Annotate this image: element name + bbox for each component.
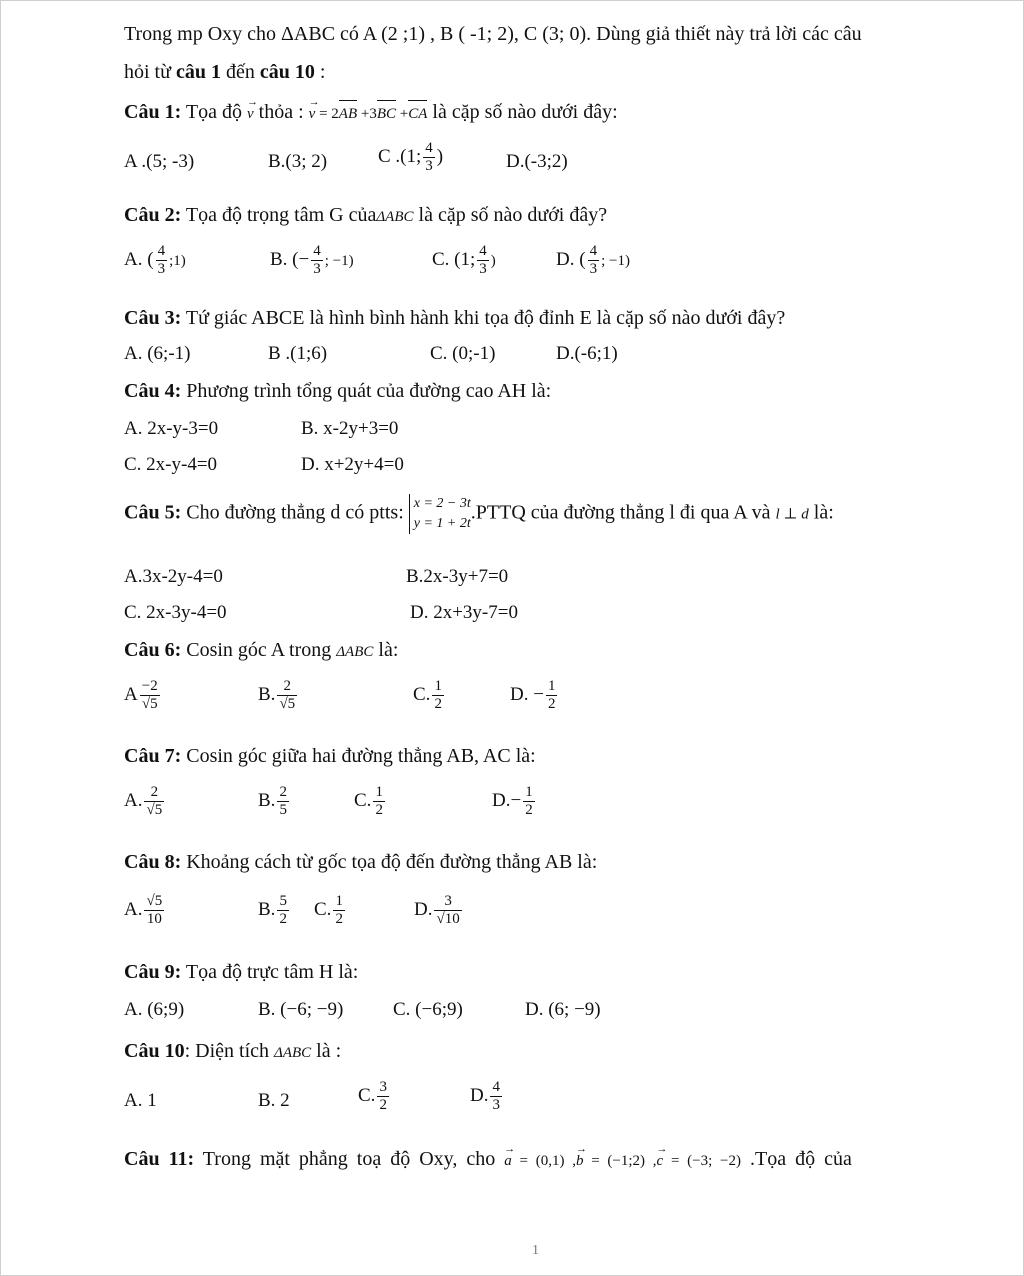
q1-option-d: D.(-3;2) bbox=[506, 151, 568, 172]
q6-option-d: D. − $\frac{1}{2}$ bbox=[510, 678, 556, 712]
q3-option-d: D.(-6;1) bbox=[556, 343, 618, 364]
question-4: Câu 4: Phương trình tổng quát của đường cao AH là: bbox=[124, 380, 552, 402]
q2-option-c: C. (1; $\frac{4}{3}$ ) bbox=[432, 243, 496, 277]
intro-line-2: hỏi từ câu 1 đến câu 10 : bbox=[124, 61, 326, 83]
question-5: Câu 5: Cho đường thẳng d có ptts: x = 2 − 3t y = 1 + 2t .PTTQ của đường thẳng l đi qua A và l ⊥ d là: bbox=[124, 494, 834, 534]
q3-option-a: A. (6;-1) bbox=[124, 343, 191, 364]
q6-option-c: C. $\frac{1}{2}$ bbox=[413, 678, 442, 712]
q3-option-b: B .(1;6) bbox=[268, 343, 328, 364]
q3-option-c: C. (0;-1) bbox=[430, 343, 496, 364]
q4-option-c: C. 2x-y-4=0 bbox=[124, 454, 218, 475]
question-2: Câu 2: Tọa độ trọng tâm G củaΔABC là cặp số nào dưới đây? bbox=[124, 204, 608, 226]
q8-option-c: C. $\frac{1}{2}$ bbox=[314, 893, 343, 927]
q10-option-c: C. $\frac{3}{2}$ bbox=[358, 1079, 387, 1113]
q8-option-a: A. $\frac{√5}{10}$ bbox=[124, 893, 163, 927]
question-7: Câu 7: Cosin góc giữa hai đường thẳng AB, AC là: bbox=[124, 745, 536, 767]
q6-option-b: B. $\frac{2}{√5}$ bbox=[258, 678, 296, 712]
q10-option-a: A. 1 bbox=[124, 1090, 157, 1111]
q2-option-d: D. ( $\frac{4}{3}$ ; −1) bbox=[556, 243, 630, 277]
question-9: Câu 9: Tọa độ trực tâm H là: bbox=[124, 961, 359, 983]
q8-option-b: B. $\frac{5}{2}$ bbox=[258, 893, 287, 927]
q1-option-a: A .(5; -3) bbox=[124, 151, 195, 172]
q5-option-d: D. 2x+3y-7=0 bbox=[410, 602, 518, 623]
q4-option-a: A. 2x-y-3=0 bbox=[124, 418, 219, 439]
q4-option-b: B. x-2y+3=0 bbox=[301, 418, 399, 439]
q7-option-d: D.− $\frac{1}{2}$ bbox=[492, 784, 533, 818]
question-3: Câu 3: Tứ giác ABCE là hình bình hành khi tọa độ đỉnh E là cặp số nào dưới đây? bbox=[124, 307, 786, 329]
q10-option-b: B. 2 bbox=[258, 1090, 290, 1111]
q7-option-b: B. $\frac{2}{5}$ bbox=[258, 784, 287, 818]
question-6: Câu 6: Cosin góc A trong ΔABC là: bbox=[124, 639, 399, 661]
question-8: Câu 8: Khoảng cách từ gốc tọa độ đến đường thẳng AB là: bbox=[124, 851, 598, 873]
q1-option-b: B.(3; 2) bbox=[268, 151, 328, 172]
question-1: Câu 1: Tọa độ → v thỏa : → v = 2AB +3BC +CA là cặp số nào dưới đây: bbox=[124, 100, 618, 126]
q5-option-c: C. 2x-3y-4=0 bbox=[124, 602, 227, 623]
q8-option-d: D. $\frac{3}{√10}$ bbox=[414, 893, 460, 927]
q9-option-b: B. (−6; −9) bbox=[258, 999, 344, 1020]
q5-option-a: A.3x-2y-4=0 bbox=[124, 566, 223, 587]
q4-option-d: D. x+2y+4=0 bbox=[301, 454, 404, 475]
q7-option-a: A. $\frac{2}{√5}$ bbox=[124, 784, 163, 818]
q2-option-b: B. (− $\frac{4}{3}$ ; −1) bbox=[270, 243, 354, 277]
q1-option-c: C .(1; $\frac{4}{3}$ ) bbox=[378, 140, 444, 174]
parametric-system: x = 2 − 3t y = 1 + 2t bbox=[409, 494, 471, 534]
q2-option-a: A. ( $\frac{4}{3}$ ;1) bbox=[124, 243, 186, 277]
q10-option-d: D. $\frac{4}{3}$ bbox=[470, 1079, 500, 1113]
intro-line-1: Trong mp Oxy cho ΔABC có A (2 ;1) , B ( -1; 2), C (3; 0). Dùng giả thiết này trả lời các câu bbox=[124, 23, 862, 45]
q6-option-a: A $\frac{-2}{√5}$ bbox=[124, 678, 158, 712]
q9-option-c: C. (−6;9) bbox=[393, 999, 463, 1020]
q9-option-a: A. (6;9) bbox=[124, 999, 185, 1020]
question-10: Câu 10: Diện tích ΔABC là : bbox=[124, 1040, 342, 1062]
page-number: 1 bbox=[532, 1243, 539, 1258]
q7-option-c: C. $\frac{1}{2}$ bbox=[354, 784, 383, 818]
q9-option-d: D. (6; −9) bbox=[525, 999, 601, 1020]
q5-option-b: B.2x-3y+7=0 bbox=[406, 566, 509, 587]
question-11: Câu 11: Trong mặt phẳng toạ độ Oxy, cho → a = (0,1) ,→ b = (−1;2) ,→ c = (−3; −2) .Tọa độ của bbox=[124, 1147, 852, 1173]
